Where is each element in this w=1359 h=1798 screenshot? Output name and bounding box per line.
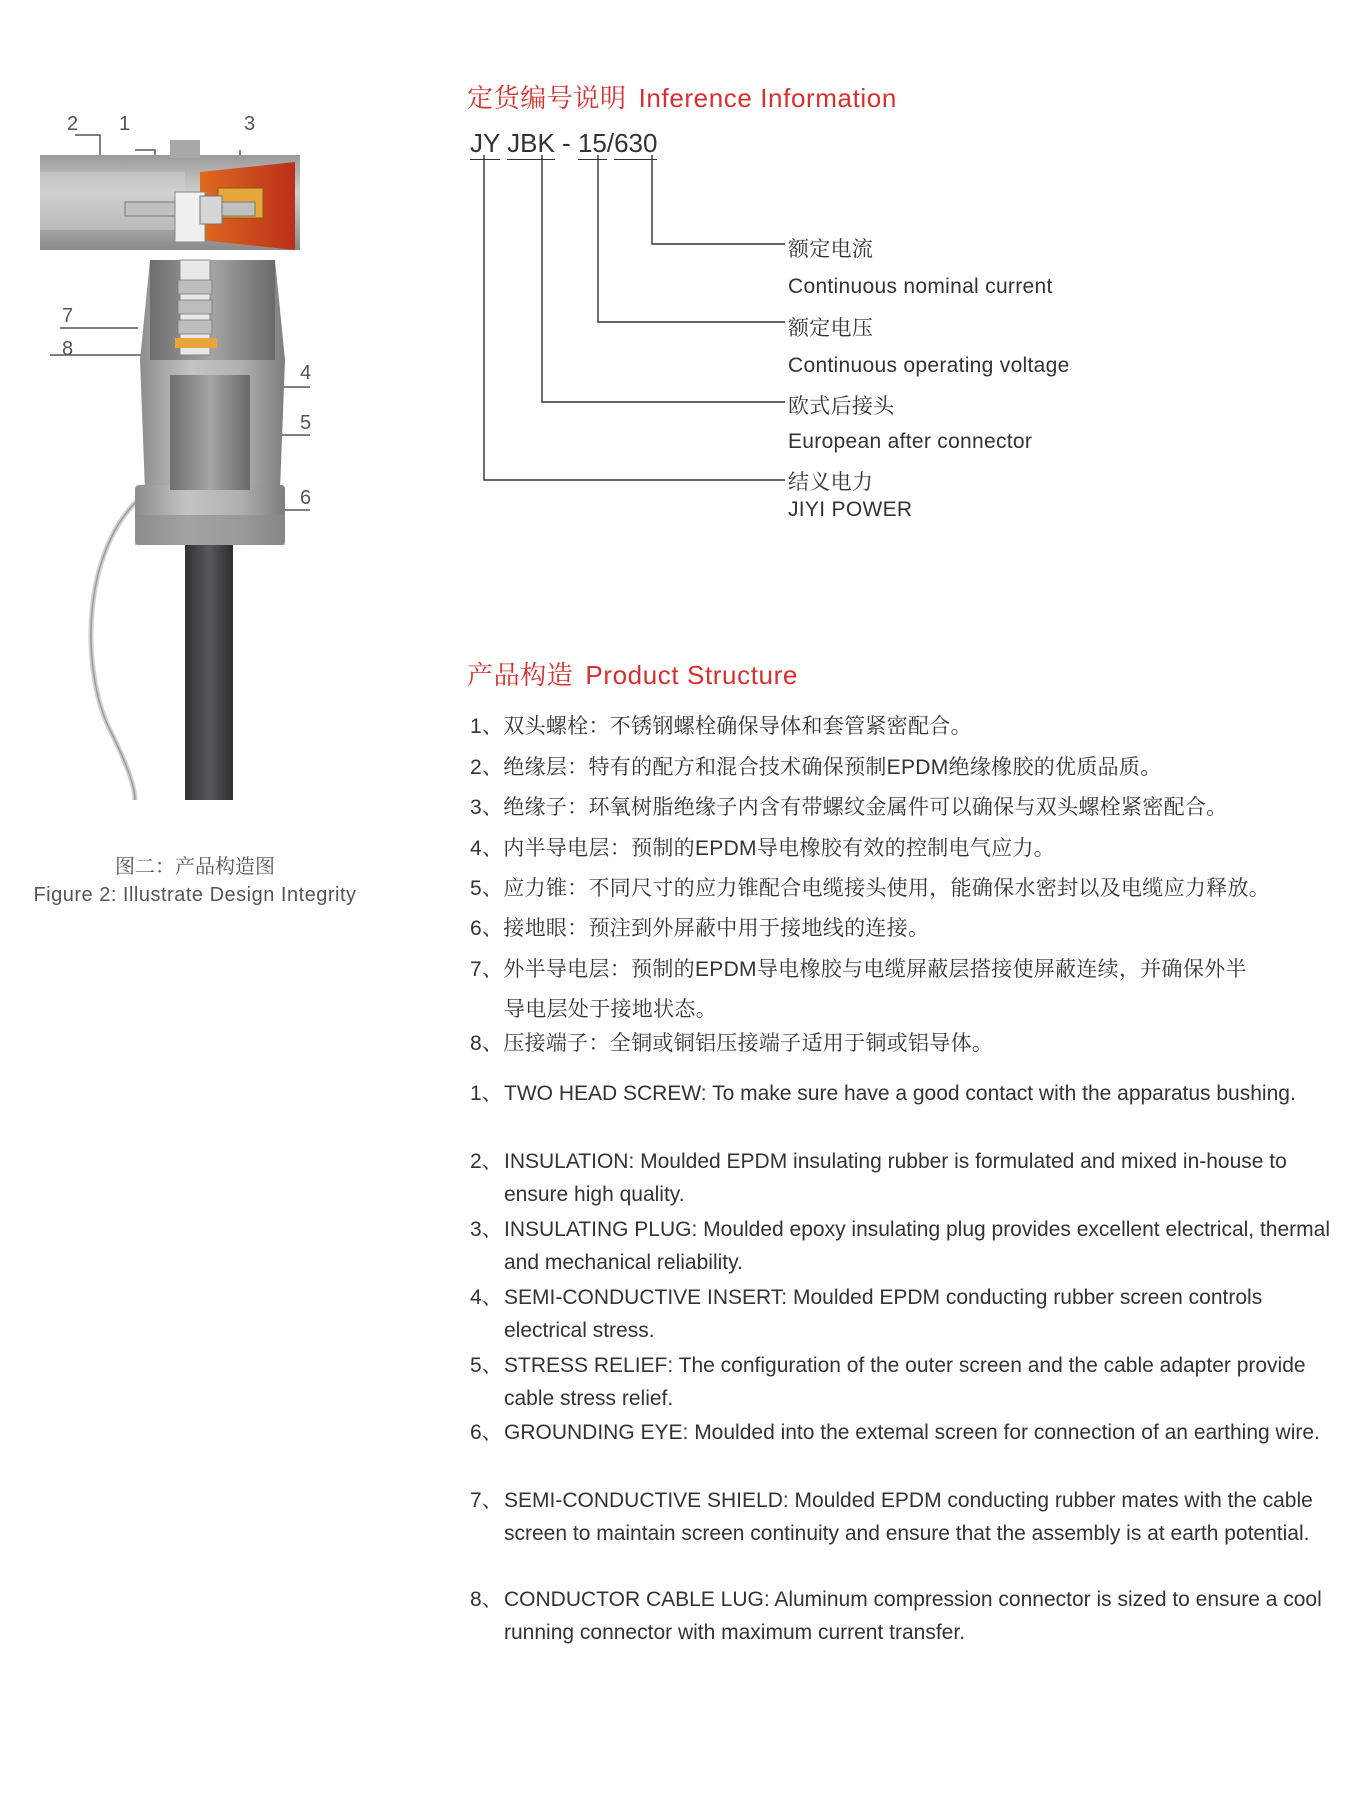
en-list-number: 2、	[470, 1150, 503, 1173]
code-part-current: 630	[614, 128, 658, 158]
desc-current-en: Continuous nominal current	[788, 275, 1053, 298]
cn-list-item: 1、双头螺栓：不锈钢螺栓确保导体和套管紧密配合。	[470, 715, 972, 738]
callout-4: 4	[300, 362, 312, 384]
cn-list-item: 6、接地眼：预注到外屏蔽中用于接地线的连接。	[470, 917, 930, 940]
en-list-text: SEMI-CONDUCTIVE SHIELD: Moulded EPDM conducting rubber mates with the cable screen to maintain screen continuity and ensure that the assembly is at earth potential.	[504, 1489, 1313, 1545]
cn-list-item-continuation: 导电层处于接地状态。	[504, 998, 717, 1021]
en-list-number: 8、	[470, 1588, 503, 1611]
desc-voltage-cn: 额定电压	[788, 317, 874, 340]
figure-caption-en: Figure 2: Illustrate Design Integrity	[33, 884, 357, 906]
code-dash: -	[562, 128, 571, 158]
en-list-text: GROUNDING EYE: Moulded into the extemal screen for connection of an earthing wire.	[504, 1421, 1320, 1444]
callout-7: 7	[62, 305, 74, 327]
en-list-text: STRESS RELIEF: The configuration of the outer screen and the cable adapter provide cable stress relief.	[504, 1354, 1306, 1410]
code-slash: /	[606, 128, 615, 158]
en-list-number: 4、	[470, 1286, 503, 1309]
inference-heading-en: Inference Information	[638, 83, 897, 113]
callout-6: 6	[300, 487, 312, 509]
code-part-jbk: JBK	[507, 128, 555, 158]
cn-list-item: 3、绝缘子：环氧树脂绝缘子内含有带螺纹金属件可以确保与双头螺栓紧密配合。	[470, 796, 1228, 819]
desc-brand-cn: 结义电力	[788, 471, 874, 494]
en-list-number: 3、	[470, 1218, 503, 1241]
en-list-text: INSULATING PLUG: Moulded epoxy insulating plug provides excellent electrical, thermal and mechanical reliability.	[504, 1218, 1330, 1274]
callout-2: 2	[67, 113, 79, 135]
cn-list-item: 5、应力锥：不同尺寸的应力锥配合电缆接头使用，能确保水密封以及电缆应力释放。	[470, 877, 1271, 900]
structure-heading	[467, 655, 798, 692]
desc-current-cn: 额定电流	[788, 238, 874, 261]
desc-connector-en: European after connector	[788, 430, 1033, 453]
en-list-number: 1、	[470, 1082, 503, 1105]
inference-heading-cn: 定货编号说明	[467, 83, 627, 113]
desc-voltage-en: Continuous operating voltage	[788, 354, 1070, 377]
en-list-item	[470, 1416, 1330, 1449]
en-list-number: 7、	[470, 1489, 503, 1512]
desc-brand-en: JIYI POWER	[788, 498, 913, 521]
en-list-item	[470, 1484, 1330, 1550]
desc-connector-cn: 欧式后接头	[788, 395, 895, 418]
callout-1: 1	[119, 113, 131, 135]
en-list-text: CONDUCTOR CABLE LUG: Aluminum compression connector is sized to ensure a cool running connector with maximum current transfer.	[504, 1588, 1322, 1644]
en-list-item	[470, 1077, 1330, 1110]
cn-list-item-text: 7、外半导电层：预制的EPDM导电橡胶与电缆屏蔽层搭接使屏蔽连续，并确保外半	[470, 958, 1247, 981]
en-list-item	[470, 1145, 1330, 1211]
cn-list-item	[470, 953, 1247, 1023]
en-list-item	[470, 1213, 1330, 1279]
en-list-item	[470, 1583, 1330, 1649]
cn-list-item: 2、绝缘层：特有的配方和混合技术确保预制EPDM绝缘橡胶的优质品质。	[470, 756, 1162, 779]
callout-3: 3	[244, 113, 256, 135]
code-part-jy: JY	[470, 128, 500, 158]
figure-caption-cn: 图二：产品构造图	[115, 856, 275, 878]
en-list-number: 5、	[470, 1354, 503, 1377]
code-leader-lines	[460, 150, 790, 490]
connector-cross-section-illustration	[40, 110, 360, 800]
structure-heading-cn: 产品构造	[467, 660, 574, 690]
callout-8: 8	[62, 338, 74, 360]
en-list-item	[470, 1281, 1330, 1347]
callout-5: 5	[300, 412, 312, 434]
cn-list-item: 8、压接端子：全铜或铜铝压接端子适用于铜或铝导体。	[470, 1032, 994, 1055]
code-part-voltage: 15	[577, 128, 607, 158]
cn-list-item: 4、内半导电层：预制的EPDM导电橡胶有效的控制电气应力。	[470, 837, 1056, 860]
en-list-text: INSULATION: Moulded EPDM insulating rubber is formulated and mixed in-house to ensure high quality.	[504, 1150, 1287, 1206]
inference-heading	[467, 78, 897, 115]
en-list-text: TWO HEAD SCREW: To make sure have a good contact with the apparatus bushing.	[504, 1082, 1296, 1105]
en-list-text: SEMI-CONDUCTIVE INSERT: Moulded EPDM conducting rubber screen controls electrical stress.	[504, 1286, 1263, 1342]
structure-heading-en: Product Structure	[585, 660, 798, 690]
en-list-number: 6、	[470, 1421, 503, 1444]
en-list-item	[470, 1349, 1330, 1415]
